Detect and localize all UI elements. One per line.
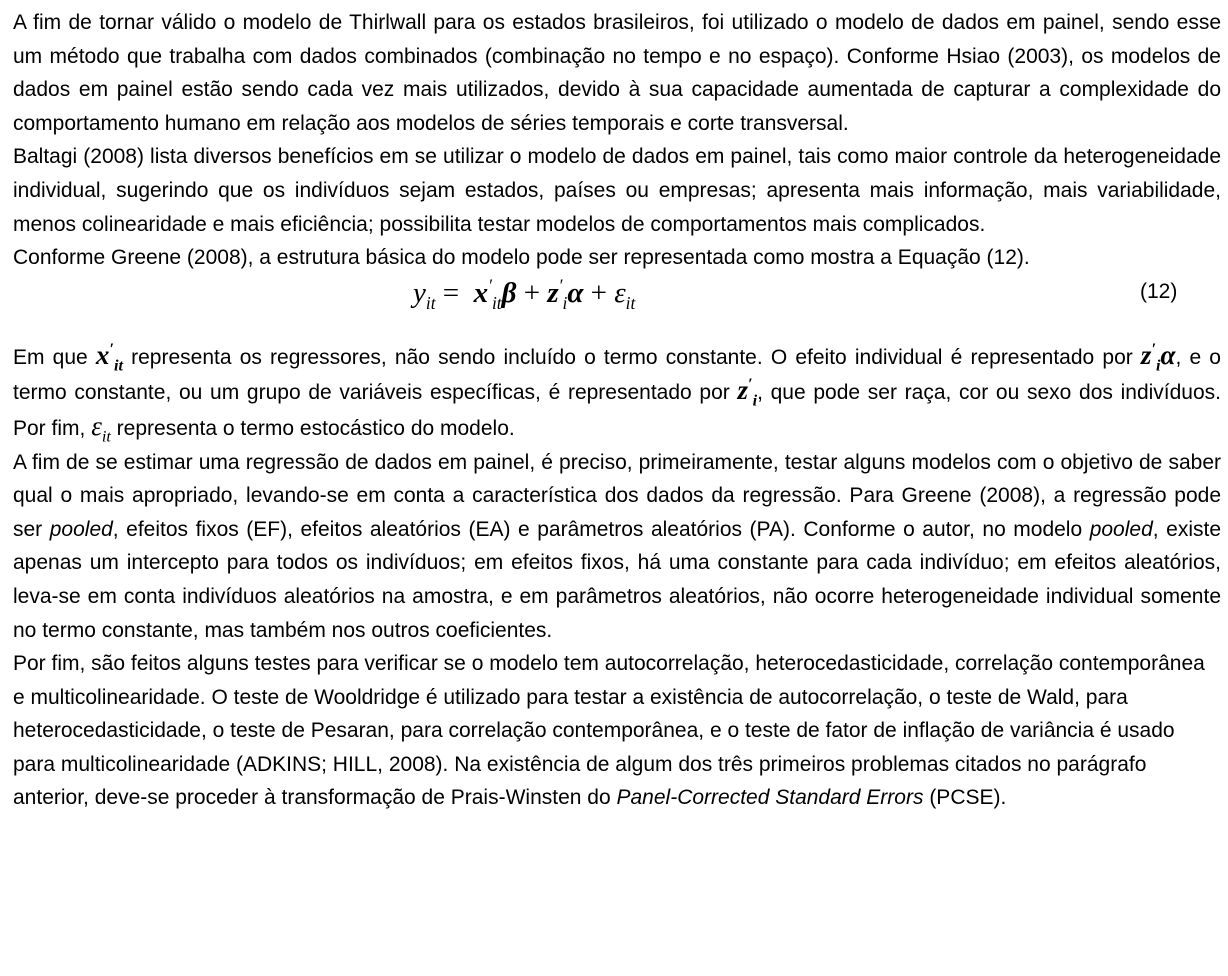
paragraph-5 <box>13 446 1221 648</box>
equation-formula: $y_{it} = x'_{it}\beta + z'_i\alpha + \varepsilon_{it}$ <box>413 275 636 313</box>
p4-text-1: Em que <box>13 345 88 369</box>
p5-pooled-1: pooled <box>49 517 113 541</box>
x-it-prime-symbol: $x'_{it}$ <box>95 339 123 375</box>
document-page <box>13 6 1221 815</box>
p5-text-1: A fim de se estimar uma regressão de dados em painel, é preciso, primeiramente, testar alguns modelos com o objetivo de saber qual o mais apropriado, levando-se em conta a característica dos dados da regressão. Para Greene (2008), a regressão pode ser <box>13 450 1221 541</box>
p5-text-3: , existe apenas um intercepto para todos os indivíduos; em efeitos fixos, há uma constante para cada indivíduo; em efeitos aleatórios, leva-se em conta indivíduos aleatórios na amostra, e em parâmetros aleatórios, não ocorre heterogeneidade individual somente no termo constante, mas também nos outros coeficientes. <box>13 517 1221 642</box>
p5-text-2: , efeitos fixos (EF), efeitos aleatórios (EA) e parâmetros aleatórios (PA). Conforme o autor, no modelo <box>112 517 1083 541</box>
p6-emphasis: Panel-Corrected Standard Errors <box>616 786 924 810</box>
p4-text-3: , e o termo constante, ou um grupo de variáveis específicas, é representado por <box>13 345 1221 405</box>
paragraph-1: A fim de tornar válido o modelo de Thirlwall para os estados brasileiros, foi utilizado o modelo de dados em painel, sendo esse um método que trabalha com dados combinados (combinação no tempo e no espaço). Conforme Hsiao (2003), os modelos de dados em painel estão sendo cada vez mais utilizados, devido à sua capacidade aumentada de capturar a complexidade do comportamento humano em relação aos modelos de séries temporais e corte transversal. <box>13 11 1221 135</box>
p4-text-5: representa o termo estocástico do modelo. <box>116 416 515 440</box>
p4-text-2: representa os regressores, não sendo incluído o termo constante. O efeito individual é representado por <box>131 345 1133 369</box>
p4-text-4: , que pode ser raça, cor ou sexo dos indivíduos. Por fim, <box>13 381 1221 440</box>
z-i-prime-symbol: $z'_i$ <box>737 375 758 410</box>
paragraph-6 <box>13 647 1221 815</box>
paragraph-2: Baltagi (2008) lista diversos benefícios em se utilizar o modelo de dados em painel, tais como maior controle da heterogeneidade individual, sugerindo que os indivíduos sejam estados, países ou empresas; apresenta mais informação, mais variabilidade, menos colinearidade e mais eficiência; possibilita testar modelos de comportamentos mais complicados. <box>13 145 1221 236</box>
p6-text-2: (PCSE). <box>929 786 1007 810</box>
epsilon-it-symbol: $\varepsilon_{it}$ <box>91 410 111 446</box>
p5-pooled-2: pooled <box>1089 517 1153 541</box>
paragraph-3: Conforme Greene (2008), a estrutura básica do modelo pode ser representada como mostra a Equação (12). <box>13 246 1030 270</box>
p6-text-1: Por fim, são feitos alguns testes para verificar se o modelo tem autocorrelação, heterocedasticidade, correlação contemporânea e multicolinearidade. O teste de Wooldridge é utilizado para testar a existência de autocorrelação, o teste de Wald, para heterocedasticidade, o teste de Pesaran, para correlação contemporânea, e o teste de fator de inflação de variância é usado para multicolinearidade (ADKINS; HILL, 2008). Na existência de algum dos três primeiros problemas citados no parágrafo anterior, deve-se proceder à transformação de Prais-Winsten do <box>13 652 1205 810</box>
equation-number: (12) <box>1140 279 1178 303</box>
z-i-prime-alpha-symbol: $z'_i\alpha$ <box>1140 339 1176 375</box>
paragraph-4 <box>13 339 1221 446</box>
equation-12 <box>13 275 1221 325</box>
